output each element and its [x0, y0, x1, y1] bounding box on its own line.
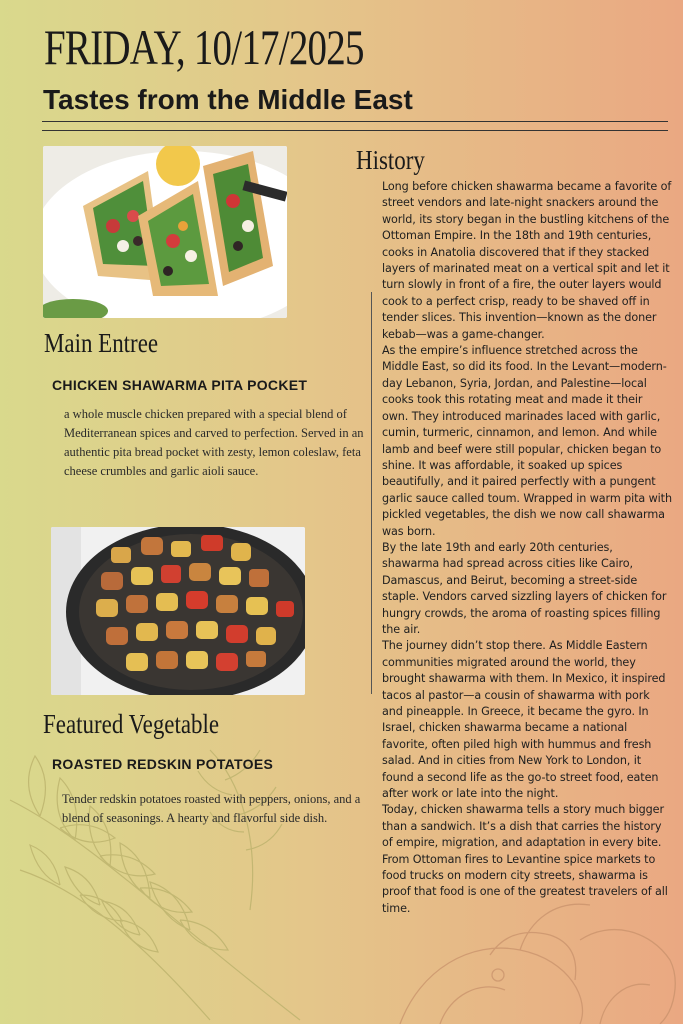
entree-title: CHICKEN SHAWARMA PITA POCKET — [52, 377, 308, 393]
featured-vegetable-heading: Featured Vegetable — [43, 709, 220, 739]
history-paragraph: The journey didn’t stop there. As Middle Eastern communities migrated around the world, they brought shawarma with them. In Mexico, it inspired tacos al pastor—a cousin of shawarma with pork and pineapple. In Greece, it became the gyro. In Israel, chicken shawarma became a national favorite, often piled high with hummus and fresh salad. And in cities from New York to London, it found a second life as the go-to street food, eaten after work or late into the night. — [382, 639, 666, 801]
history-text — [382, 179, 672, 917]
history-paragraph: Today, chicken shawarma tells a story much bigger than a sandwich. It’s a dish that carries the history of empire, migration, and adaptation in every bite. From Ottoman fires to Levantine spice markets to food trucks on modern city streets, shawarma is proof that food is one of the greatest travelers of all time. — [382, 803, 668, 915]
history-paragraph: Long before chicken shawarma became a favorite of street vendors and late-night snackers around the world, its story began in the bustling kitchens of the Ottoman Empire. In the 18th and 19th centuries, cooks in Anatolia discovered that if they stacked layers of marinated meat on a vertical spit and let it turn slowly in front of a fire, the outer layers would cook to a perfect crisp, ready to be shaved off in tender slices. This invention—known as the doner kebab—was a game-changer. — [382, 180, 672, 341]
history-heading: History — [356, 145, 425, 175]
history-paragraph: By the late 19th and early 20th centuries, shawarma had spread across cities like Cairo, Damascus, and Beirut, becoming a street-side staple. Vendors carved sizzling layers of chicken for hungry crowds, the aroma of roasting spices filling the air. — [382, 540, 667, 636]
entree-photo — [43, 146, 287, 318]
entree-description: a whole muscle chicken prepared with a special blend of Mediterranean spices and carved to perfection. Served in an authentic pita bread pocket with zesty, lemon coleslaw, feta cheese crumbles and garlic aioli sauce. — [64, 407, 364, 478]
vegetable-title: ROASTED REDSKIN POTATOES — [52, 756, 274, 772]
main-entree-heading: Main Entree — [44, 328, 159, 358]
menu-date: FRIDAY, 10/17/2025 — [44, 19, 364, 75]
roasted-potatoes-illustration — [51, 527, 305, 695]
menu-subtitle: Tastes from the Middle East — [43, 84, 413, 115]
header-divider-bottom — [42, 130, 668, 131]
shawarma-pita-illustration — [43, 146, 287, 318]
column-divider — [371, 292, 372, 694]
header-divider-top — [42, 121, 668, 122]
vegetable-photo — [51, 527, 305, 695]
vegetable-description: Tender redskin potatoes roasted with peppers, onions, and a blend of seasonings. A hearty and flavorful side dish. — [62, 792, 361, 825]
history-paragraph: As the empire’s influence stretched across the Middle East, so did its food. In the Levant—modern-day Lebanon, Syria, Jordan, and Palestine—local cooks took this rotating meat and made it their own. They introduced marinades laced with garlic, cumin, turmeric, cinnamon, and lemon. And while lamb and beef were still popular, chicken began to shine. It was affordable, it soaked up spices beautifully, and it paired perfectly with a pungent garlic sauce called toum. Wrapped in warm pita with pickled vegetables, the dish we now call shawarma was born. — [382, 344, 672, 538]
